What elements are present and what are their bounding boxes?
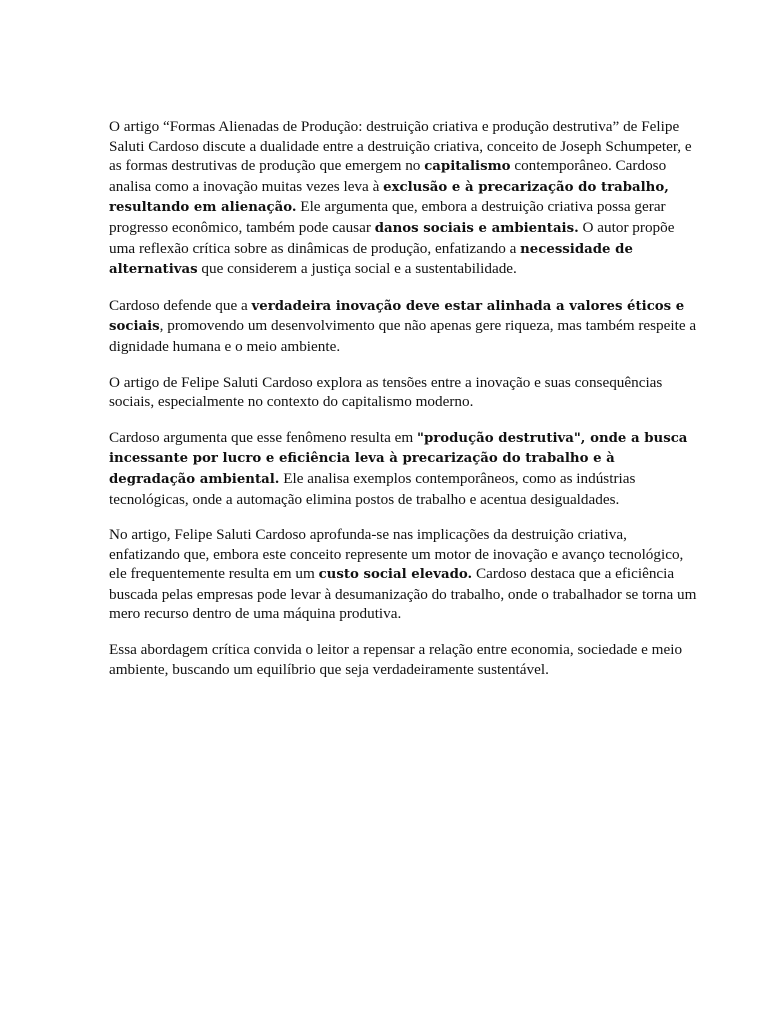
text-segment: Ele argumenta que, embora a destruição criativa possa gerar progresso econômico, também pode causar <box>109 198 666 236</box>
paragraph-conclusion <box>109 640 697 679</box>
bold-segment: necessidade de alternativas <box>109 241 633 278</box>
text-segment: , promovendo um desenvolvimento que não apenas gere riqueza, mas também respeite a dignidade humana e o meio ambiente. <box>109 317 697 355</box>
paragraph-intro <box>109 117 697 280</box>
text-segment: Cardoso argumenta que esse fenômeno resulta em <box>109 428 418 446</box>
paragraph-destructive-production <box>109 428 697 509</box>
bold-segment: capitalismo <box>424 159 511 175</box>
text-segment: contemporâneo. Cardoso analisa como a inovação muitas vezes leva à <box>109 157 667 195</box>
text-segment: O autor propõe uma reflexão crítica sobre as dinâmicas de produção, enfatizando a <box>109 218 675 257</box>
text-segment: que considerem a justiça social e a sustentabilidade. <box>197 260 517 278</box>
bold-segment: "produção destrutiva", onde a busca incessante por lucro e eficiência leva à precarização do trabalho e à degradação ambiental. <box>109 430 688 487</box>
paragraph-social-cost <box>109 525 697 624</box>
bold-segment: custo social elevado. <box>318 567 473 583</box>
document-body <box>109 117 697 695</box>
paragraph-tensions <box>109 373 697 412</box>
paragraph-ethics <box>109 296 697 357</box>
bold-segment: verdadeira inovação deve estar alinhada a valores éticos e sociais <box>109 298 685 335</box>
text-segment: O artigo “Formas Alienadas de Produção: destruição criativa e produção destrutiva” de Felipe Saluti Cardoso discute a dualidade entre a destruição criativa, conceito de Joseph Schumpeter, e as formas destrutivas de produção que emergem no <box>109 118 692 175</box>
text-segment: Essa abordagem crítica convida o leitor a repensar a relação entre economia, sociedade e meio ambiente, buscando um equilíbrio que seja verdadeiramente sustentável. <box>109 641 683 678</box>
text-segment: No artigo, Felipe Saluti Cardoso aprofunda-se nas implicações da destruição criativa, enfatizando que, embora este conceito represente um motor de inovação e avanço tecnológico, ele frequentemente resulta em um <box>109 526 684 583</box>
text-segment: Ele analisa exemplos contemporâneos, como as indústrias tecnológicas, onde a automação elimina postos de trabalho e acentua desigualdades. <box>109 469 636 508</box>
text-segment: Cardoso destaca que a eficiência buscada pelas empresas pode levar à desumanização do trabalho, onde o trabalhador se torna um mero recurso dentro de uma máquina produtiva. <box>109 565 697 623</box>
text-segment: O artigo de Felipe Saluti Cardoso explora as tensões entre a inovação e suas consequências sociais, especialmente no contexto do capitalismo moderno. <box>109 373 663 411</box>
bold-segment: exclusão e à precarização do trabalho, resultando em alienação. <box>109 179 669 216</box>
text-segment: Cardoso defende que a <box>109 296 252 314</box>
bold-segment: danos sociais e ambientais. <box>374 220 579 236</box>
